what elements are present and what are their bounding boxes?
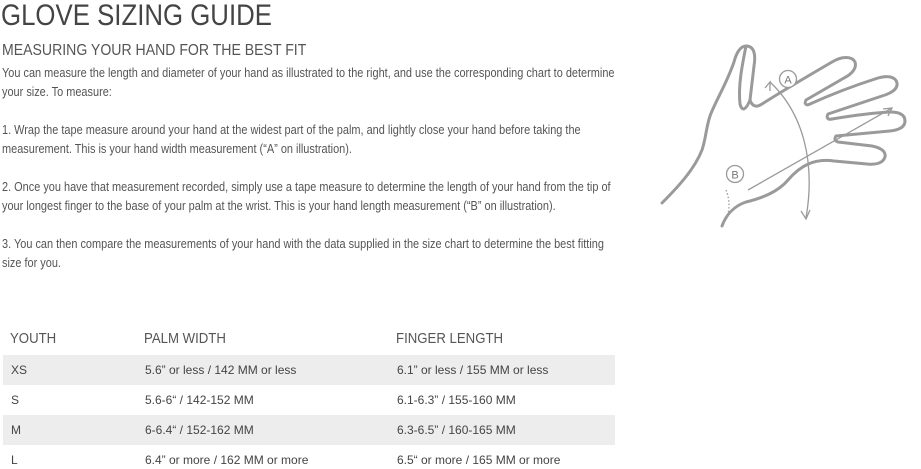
palm-width-cell: 6.4” or more / 162 MM or more (145, 453, 309, 467)
header-youth: YOUTH (10, 330, 57, 347)
size-cell: XS (3, 355, 137, 385)
label-b: B (731, 169, 739, 182)
size-chart-table (3, 322, 615, 469)
intro-paragraph: You can measure the length and diameter of your hand as illustrated to the right, and use the corresponding chart to determine your size. To measure: (2, 66, 615, 99)
thumb-crease (739, 46, 750, 109)
hand-measurement-illustration (650, 40, 920, 240)
table-row (3, 385, 615, 415)
step-1-paragraph: 1. Wrap the tape measure around your hand at the widest part of the palm, and lightly close your hand before taking the measurement. This is your hand width measurement (“A” on illustration). (2, 123, 581, 156)
table-row (3, 415, 615, 445)
header-palm-width: PALM WIDTH (144, 330, 226, 347)
table-row (3, 355, 615, 385)
measure-a-arrow-start (765, 82, 770, 91)
table-row (3, 445, 615, 469)
instructions (2, 64, 615, 292)
step-2-paragraph: 2. Once you have that measurement recorded, simply use a tape measure to determine the length of your hand from the tip of your longest finger to the base of your palm at the wrist. This is your hand length measurement (“B” on illustration). (2, 180, 611, 213)
measure-a-arrow-end (801, 210, 810, 219)
finger-length-cell: 6.1-6.3” / 155-160 MM (397, 393, 516, 407)
size-cell: S (11, 393, 20, 407)
step-3-paragraph: 3. You can then compare the measurements of your hand with the data supplied in the size chart to determine the best fitting size for you. (2, 237, 604, 270)
size-cell: L (11, 453, 18, 467)
palm-width-cell: 5.6-6“ / 142-152 MM (145, 393, 254, 407)
palm-width-cell: 6-6.4“ / 152-162 MM (137, 415, 389, 445)
finger-length-cell: 6.3-6.5” / 160-165 MM (389, 415, 615, 445)
measure-a-curve (770, 82, 809, 218)
finger-length-cell: 6.1” or less / 155 MM or less (389, 355, 615, 385)
size-cell: M (3, 415, 137, 445)
finger-length-cell: 6.5“ or more / 165 MM or more (397, 453, 561, 467)
page-title: GLOVE SIZING GUIDE (1, 0, 272, 32)
measure-b-line (748, 108, 892, 190)
palm-width-cell: 5.6” or less / 142 MM or less (137, 355, 389, 385)
section-heading: MEASURING YOUR HAND FOR THE BEST FIT (2, 42, 307, 59)
label-a: A (784, 74, 792, 87)
header-finger-length: FINGER LENGTH (396, 330, 504, 347)
table-header-row (3, 322, 615, 355)
